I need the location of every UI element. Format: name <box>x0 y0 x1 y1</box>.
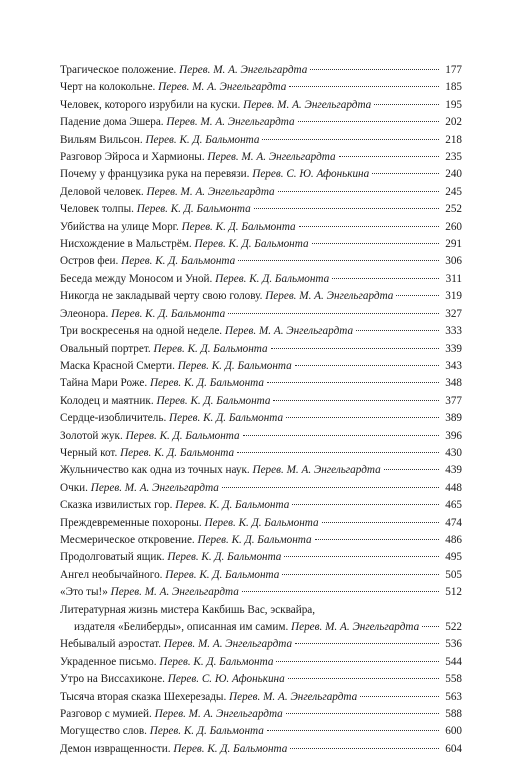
entry-page-number: 202 <box>445 116 462 129</box>
entry-title: Вильям Вильсон. <box>60 133 143 146</box>
entry-translator: Перев. М. А. Энгельгардта <box>179 64 308 76</box>
entry-translator: Перев. К. Д. Бальмонта <box>177 359 292 372</box>
toc-entry <box>60 201 462 218</box>
dot-leader <box>267 730 439 731</box>
entry-translator: Перев. К. Д. Бальмонта <box>145 133 260 146</box>
table-of-contents <box>60 62 462 758</box>
toc-entry <box>60 253 462 270</box>
entry-title: Никогда не закладывай черту свою голову. <box>60 290 263 303</box>
entry-title: Жульничество как одна из точных наук. <box>60 464 250 477</box>
toc-entry <box>60 149 462 166</box>
toc-entry <box>60 132 462 149</box>
entry-title: Демон извращенности. <box>60 742 171 755</box>
entry-page-number: 185 <box>445 81 462 94</box>
entry-page-number: 245 <box>445 185 462 198</box>
entry-page-number: 558 <box>445 673 462 686</box>
entry-page-number: 377 <box>445 394 462 407</box>
dot-leader <box>284 556 439 557</box>
entry-page-number: 486 <box>445 533 462 546</box>
dot-leader <box>295 365 439 366</box>
toc-entry <box>60 306 462 323</box>
dot-leader <box>396 295 439 296</box>
dot-leader <box>339 156 439 157</box>
dot-leader <box>228 313 439 314</box>
dot-leader <box>332 278 439 279</box>
dot-leader <box>273 400 439 401</box>
entry-title: Преждевременные похороны. <box>60 516 202 529</box>
toc-entry <box>60 410 462 427</box>
entry-title: Убийства на улице Морг. <box>60 220 179 233</box>
entry-title: Трагическое положение. <box>60 64 177 76</box>
entry-translator: Перев. М. А. Энгельгардта <box>158 81 287 94</box>
entry-title: Продолговатый ящик. <box>60 551 165 564</box>
entry-title: Тайна Мари Роже. <box>60 377 148 390</box>
entry-translator: Перев. К. Д. Бальмонта <box>120 446 235 459</box>
dot-leader <box>276 661 439 662</box>
dot-leader <box>286 417 439 418</box>
entry-title: Могущество слов. <box>60 725 147 738</box>
dot-leader <box>360 696 439 697</box>
entry-page-number: 389 <box>445 412 462 425</box>
toc-entry <box>60 219 462 236</box>
toc-entry <box>60 741 462 758</box>
entry-page-number: 291 <box>445 238 462 251</box>
entry-title: Черный кот. <box>60 446 118 459</box>
entry-page-number: 448 <box>445 481 462 494</box>
entry-title: Утро на Виссахиконе. <box>60 673 165 686</box>
entry-title: Разговор Эйроса и Хармионы. <box>60 151 205 164</box>
entry-page-number: 306 <box>445 255 462 268</box>
dot-leader <box>242 591 439 592</box>
dot-leader <box>271 348 439 349</box>
entry-translator: Перев. С. Ю. Афонькина <box>167 673 285 686</box>
toc-entry <box>60 184 462 201</box>
entry-title: Черт на колокольне. <box>60 81 156 94</box>
toc-entry <box>60 428 462 445</box>
entry-page-number: 505 <box>445 568 462 581</box>
entry-page-number: 260 <box>445 220 462 233</box>
entry-translator: Перев. К. Д. Бальмонта <box>175 499 290 512</box>
entry-title: Падение дома Эшера. <box>60 116 164 129</box>
toc-entry <box>60 236 462 253</box>
entry-title: Месмерическое откровение. <box>60 533 195 546</box>
entry-page-number: 339 <box>445 342 462 355</box>
entry-title-line1: Литературная жизнь мистера Какбишь Вас, эсквайра, <box>60 603 316 616</box>
entry-title: Овальный портрет. <box>60 342 151 355</box>
dot-leader <box>298 121 439 122</box>
dot-leader <box>356 330 439 331</box>
entry-page-number: 240 <box>445 168 462 181</box>
entry-translator: Перев. М. А. Энгельгардта <box>252 464 381 477</box>
entry-translator: Перев. К. Д. Бальмонта <box>121 255 236 268</box>
toc-entry <box>60 567 462 584</box>
entry-page-number: 512 <box>445 586 462 599</box>
entry-page-number: 252 <box>445 203 462 216</box>
entry-translator: Перев. К. Д. Бальмонта <box>181 220 296 233</box>
toc-entry <box>60 393 462 410</box>
entry-translator: Перев. М. А. Энгельгардта <box>291 621 420 633</box>
entry-title: «Это ты!» <box>60 586 108 599</box>
entry-page-number: 195 <box>445 98 462 111</box>
entry-page-number: 544 <box>445 655 462 668</box>
toc-entry <box>60 323 462 340</box>
entry-page-number: 495 <box>445 551 462 564</box>
dot-leader <box>312 243 439 244</box>
entry-translator: Перев. М. А. Энгельгардта <box>265 290 394 303</box>
entry-translator: Перев. М. А. Энгельгардта <box>146 185 275 198</box>
toc-entry-multiline <box>60 602 462 637</box>
entry-translator: Перев. К. Д. Бальмонта <box>173 742 288 755</box>
entry-translator: Перев. К. Д. Бальмонта <box>169 412 284 425</box>
dot-leader <box>262 139 439 140</box>
dot-leader <box>322 522 439 523</box>
entry-page-number: 536 <box>445 638 462 651</box>
entry-title: Нисхождение в Мальстрём. <box>60 238 192 251</box>
dot-leader <box>299 226 439 227</box>
entry-title: Остров феи. <box>60 255 119 268</box>
toc-entry <box>60 636 462 653</box>
dot-leader <box>310 69 439 70</box>
entry-translator: Перев. М. А. Энгельгардта <box>224 325 354 338</box>
entry-title: Небывалый аэростат. <box>60 638 162 651</box>
dot-leader <box>384 469 439 470</box>
toc-entry <box>60 654 462 671</box>
entry-translator: Перев. К. Д. Бальмонта <box>149 377 264 390</box>
entry-title: Украденное письмо. <box>60 655 157 668</box>
entry-translator: Перев. М. А. Энгельгардта <box>154 708 283 721</box>
entry-title: Сказка извилистых гор. <box>60 499 173 512</box>
entry-translator: Перев. К. Д. Бальмонта <box>204 516 319 529</box>
entry-title: Три воскресенья на одной неделе. <box>60 325 223 338</box>
dot-leader <box>222 487 439 488</box>
entry-title: Ангел необычайного. <box>60 568 163 581</box>
entry-translator: Перев. М. А. Энгельгардта <box>110 586 239 599</box>
toc-entry <box>60 445 462 462</box>
entry-title: Золотой жук. <box>60 429 123 442</box>
entry-title: Колодец и маятник. <box>60 394 154 407</box>
toc-entry <box>60 497 462 514</box>
entry-title-line2: издателя «Белиберды», описанная им самим. <box>74 621 289 633</box>
entry-page-number: 333 <box>445 325 462 338</box>
entry-translator: Перев. К. Д. Бальмонта <box>215 272 330 285</box>
entry-translator: Перев. М. А. Энгельгардта <box>166 116 295 129</box>
entry-translator: Перев. К. Д. Бальмонта <box>136 203 251 216</box>
toc-entry <box>60 689 462 706</box>
entry-title: Тысяча вторая сказка Шехерезады. <box>60 690 227 703</box>
toc-entry <box>60 462 462 479</box>
toc-entry <box>60 480 462 497</box>
entry-translator: Перев. М. А. Энгельгардта <box>207 151 336 164</box>
dot-leader <box>288 678 439 679</box>
entry-page-number: 218 <box>445 133 462 146</box>
entry-page-number: 311 <box>445 272 462 285</box>
entry-title: Деловой человек. <box>60 185 144 198</box>
entry-page-number: 235 <box>445 151 462 164</box>
dot-leader <box>290 748 439 749</box>
dot-leader <box>289 86 439 87</box>
entry-translator: Перев. С. Ю. Афонькина <box>252 168 370 181</box>
toc-entry <box>60 288 462 305</box>
dot-leader <box>282 574 439 575</box>
entry-page-number: 348 <box>445 377 462 390</box>
entry-title: Маска Красной Смерти. <box>60 359 175 372</box>
toc-entry <box>60 532 462 549</box>
entry-translator: Перев. К. Д. Бальмонта <box>194 238 309 251</box>
entry-translator: Перев. К. Д. Бальмонта <box>165 568 280 581</box>
toc-entry <box>60 358 462 375</box>
toc-entry <box>60 375 462 392</box>
toc-entry <box>60 79 462 96</box>
entry-page-number: 343 <box>445 359 462 372</box>
entry-page-number: 319 <box>445 290 462 303</box>
entry-page-number: 474 <box>445 516 462 529</box>
entry-translator: Перев. К. Д. Бальмонта <box>149 725 264 738</box>
dot-leader <box>243 435 439 436</box>
toc-entry <box>60 723 462 740</box>
entry-translator: Перев. М. А. Энгельгардта <box>243 98 372 111</box>
dot-leader <box>238 260 439 261</box>
entry-page-number: 396 <box>445 429 462 442</box>
entry-page-number: 522 <box>445 621 462 633</box>
entry-translator: Перев. К. Д. Бальмонта <box>197 533 312 546</box>
toc-entry <box>60 549 462 566</box>
entry-translator: Перев. М. А. Энгельгардта <box>90 481 219 494</box>
entry-page-number: 604 <box>445 742 462 755</box>
entry-translator: Перев. М. А. Энгельгардта <box>163 638 293 651</box>
entry-page-number: 177 <box>445 64 462 76</box>
entry-page-number: 439 <box>445 464 462 477</box>
entry-title: Почему у французика рука на перевязи. <box>60 168 250 181</box>
entry-title: Сердце-изобличитель. <box>60 412 167 425</box>
entry-page-number: 430 <box>445 446 462 459</box>
dot-leader <box>254 208 439 209</box>
entry-page-number: 563 <box>445 690 462 703</box>
entry-title: Элеонора. <box>60 307 109 320</box>
toc-entry <box>60 166 462 183</box>
toc-entry <box>60 97 462 114</box>
toc-list-top <box>60 62 462 602</box>
entry-title: Человек толпы. <box>60 203 134 216</box>
toc-entry <box>60 341 462 358</box>
dot-leader <box>422 626 439 627</box>
toc-entry <box>60 584 462 601</box>
dot-leader <box>267 382 439 383</box>
entry-page-number: 465 <box>445 499 462 512</box>
dot-leader <box>315 539 439 540</box>
toc-entry <box>60 706 462 723</box>
dot-leader <box>372 173 439 174</box>
entry-translator: Перев. К. Д. Бальмонта <box>167 551 282 564</box>
entry-translator: Перев. К. Д. Бальмонта <box>159 655 274 668</box>
entry-title: Разговор с мумией. <box>60 708 152 721</box>
entry-title: Человек, которого изрубили на куски. <box>60 98 241 111</box>
dot-leader <box>237 452 439 453</box>
dot-leader <box>295 643 439 644</box>
entry-translator: Перев. М. А. Энгельгардта <box>229 690 358 703</box>
entry-translator: Перев. К. Д. Бальмонта <box>125 429 240 442</box>
entry-translator: Перев. К. Д. Бальмонта <box>156 394 271 407</box>
dot-leader <box>286 713 439 714</box>
toc-list-bottom <box>60 636 462 758</box>
entry-page-number: 588 <box>445 708 462 721</box>
dot-leader <box>374 104 439 105</box>
entry-page-number: 600 <box>445 725 462 738</box>
entry-title: Беседа между Моносом и Уной. <box>60 272 213 285</box>
dot-leader <box>278 191 439 192</box>
toc-entry <box>60 515 462 532</box>
entry-page-number: 327 <box>445 307 462 320</box>
entry-title: Очки. <box>60 481 88 494</box>
toc-entry <box>60 271 462 288</box>
toc-entry <box>60 671 462 688</box>
toc-entry <box>60 114 462 131</box>
entry-translator: Перев. К. Д. Бальмонта <box>153 342 268 355</box>
entry-translator: Перев. К. Д. Бальмонта <box>111 307 226 320</box>
toc-entry <box>60 62 462 79</box>
dot-leader <box>292 504 439 505</box>
